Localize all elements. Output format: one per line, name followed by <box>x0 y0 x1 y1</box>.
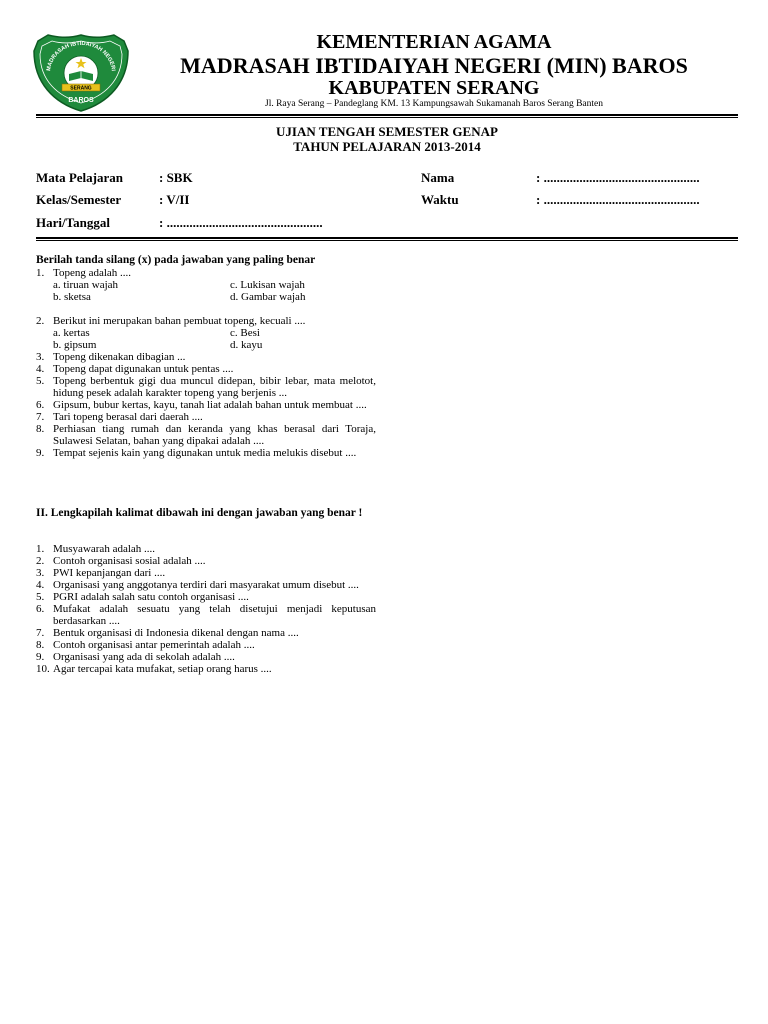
question-text: Gipsum, bubur kertas, kayu, tanah liat adalah bahan untuk membuat .... <box>53 399 367 411</box>
question-text: Perhiasan tiang rumah dan keranda yang khas berasal dari Toraja, Sulawesi Selatan, bahan yang dipakai adalah .... <box>53 423 376 447</box>
question-number: 2. <box>36 315 45 327</box>
subject-value: : SBK <box>159 170 193 185</box>
name-value: : ................................................ <box>536 170 700 185</box>
question-item <box>36 315 376 351</box>
question-number: 8. <box>36 423 45 435</box>
answer-option[interactable]: a. kertas <box>53 327 90 339</box>
question-number: 8. <box>36 639 45 651</box>
question-item <box>36 663 376 675</box>
header-divider <box>36 114 738 116</box>
info-divider-thin <box>36 240 738 241</box>
regency-title: KABUPATEN SERANG <box>328 77 540 99</box>
answer-option[interactable]: b. sketsa <box>53 291 91 303</box>
question-number: 7. <box>36 411 45 423</box>
question-item <box>36 411 376 423</box>
question-text: Tempat sejenis kain yang digunakan untuk media melukis disebut .... <box>53 447 357 459</box>
answer-option[interactable]: a. tiruan wajah <box>53 279 119 291</box>
question-text: Bentuk organisasi di Indonesia dikenal dengan nama .... <box>53 627 299 639</box>
date-value: : ................................................ <box>159 215 323 230</box>
school-title: MADRASAH IBTIDAIYAH NEGERI (MIN) BAROS <box>180 53 688 78</box>
answer-option[interactable]: d. Gambar wajah <box>230 291 306 303</box>
question-item <box>36 447 376 459</box>
header-divider-thin <box>36 117 738 118</box>
answer-options <box>53 327 376 351</box>
name-label: Nama <box>421 170 455 185</box>
question-item <box>36 579 376 591</box>
question-item <box>36 639 376 651</box>
section2-instruction: II. Lengkapilah kalimat dibawah ini dengan jawaban yang benar ! <box>36 507 363 519</box>
question-text: Topeng berbentuk gigi dua muncul didepan, bibir lebar, mata melotot, hidung pesek adalah karakter topeng yang berjenis ... <box>53 375 376 399</box>
question-text: PWI kepanjangan dari .... <box>53 567 166 579</box>
section2-question-list <box>36 543 376 675</box>
question-item <box>36 555 376 567</box>
exam-title: UJIAN TENGAH SEMESTER GENAP <box>276 124 498 139</box>
svg-text:BAROS: BAROS <box>68 97 94 104</box>
question-number: 6. <box>36 603 45 615</box>
question-number: 3. <box>36 567 45 579</box>
question-number: 6. <box>36 399 45 411</box>
question-text: Topeng adalah .... <box>53 267 132 279</box>
question-item <box>36 603 376 627</box>
question-text: Contoh organisasi sosial adalah .... <box>53 555 206 567</box>
answer-option[interactable]: c. Lukisan wajah <box>230 279 305 291</box>
question-number: 4. <box>36 363 45 375</box>
date-label: Hari/Tanggal <box>36 215 110 230</box>
svg-text:SERANG: SERANG <box>70 85 92 92</box>
class-value: : V/II <box>159 192 190 207</box>
question-text: Organisasi yang ada di sekolah adalah .... <box>53 651 235 663</box>
question-text: Agar tercapai kata mufakat, setiap orang harus .... <box>53 663 272 675</box>
question-number: 2. <box>36 555 45 567</box>
question-text: Organisasi yang anggotanya terdiri dari masyarakat umum disebut .... <box>53 579 359 591</box>
question-item <box>36 591 376 603</box>
question-text: Mufakat adalah sesuatu yang telah disetujui menjadi keputusan berdasarkan .... <box>53 603 376 627</box>
question-item <box>36 363 376 375</box>
question-item <box>36 567 376 579</box>
question-number: 1. <box>36 543 45 555</box>
answer-option[interactable]: d. kayu <box>230 339 263 351</box>
school-address: Jl. Raya Serang – Pandeglang KM. 13 Kampungsawah Sukamanah Baros Serang Banten <box>265 99 603 109</box>
question-item <box>36 399 376 411</box>
question-number: 5. <box>36 375 45 387</box>
spacer <box>36 303 376 315</box>
subject-label: Mata Pelajaran <box>36 170 124 185</box>
question-text: Berikut ini merupakan bahan pembuat topeng, kecuali .... <box>53 315 306 327</box>
question-item <box>36 651 376 663</box>
info-divider <box>36 237 738 239</box>
ministry-title: KEMENTERIAN AGAMA <box>316 31 552 53</box>
section1-question-list <box>36 267 376 459</box>
answer-option[interactable]: c. Besi <box>230 327 260 339</box>
question-text: Topeng dapat digunakan untuk pentas .... <box>53 363 234 375</box>
question-item <box>36 543 376 555</box>
class-label: Kelas/Semester <box>36 192 122 207</box>
question-number: 3. <box>36 351 45 363</box>
question-text: Musyawarah adalah .... <box>53 543 156 555</box>
question-text: Contoh organisasi antar pemerintah adalah .... <box>53 639 255 651</box>
question-text: Tari topeng berasal dari daerah .... <box>53 411 203 423</box>
question-text: Topeng dikenakan dibagian ... <box>53 351 186 363</box>
answer-options <box>53 279 376 303</box>
question-item <box>36 375 376 399</box>
question-number: 4. <box>36 579 45 591</box>
question-number: 5. <box>36 591 45 603</box>
question-item <box>36 627 376 639</box>
answer-option[interactable]: b. gipsum <box>53 339 97 351</box>
svg-text:MADRASAH IBTIDAIYAH NEGERI: MADRASAH IBTIDAIYAH NEGERI <box>46 40 116 72</box>
question-item <box>36 423 376 447</box>
time-value: : ................................................ <box>536 192 700 207</box>
time-label: Waktu <box>421 192 459 207</box>
question-item <box>36 267 376 303</box>
question-text: PGRI adalah salah satu contoh organisasi .... <box>53 591 249 603</box>
question-number: 10. <box>36 663 50 675</box>
question-number: 9. <box>36 651 45 663</box>
section1-instruction: Berilah tanda silang (x) pada jawaban yang paling benar <box>36 254 316 266</box>
school-logo-icon <box>32 33 130 113</box>
question-item <box>36 351 376 363</box>
question-number: 7. <box>36 627 45 639</box>
question-number: 1. <box>36 267 45 279</box>
exam-year: TAHUN PELAJARAN 2013-2014 <box>293 139 481 154</box>
question-number: 9. <box>36 447 45 459</box>
